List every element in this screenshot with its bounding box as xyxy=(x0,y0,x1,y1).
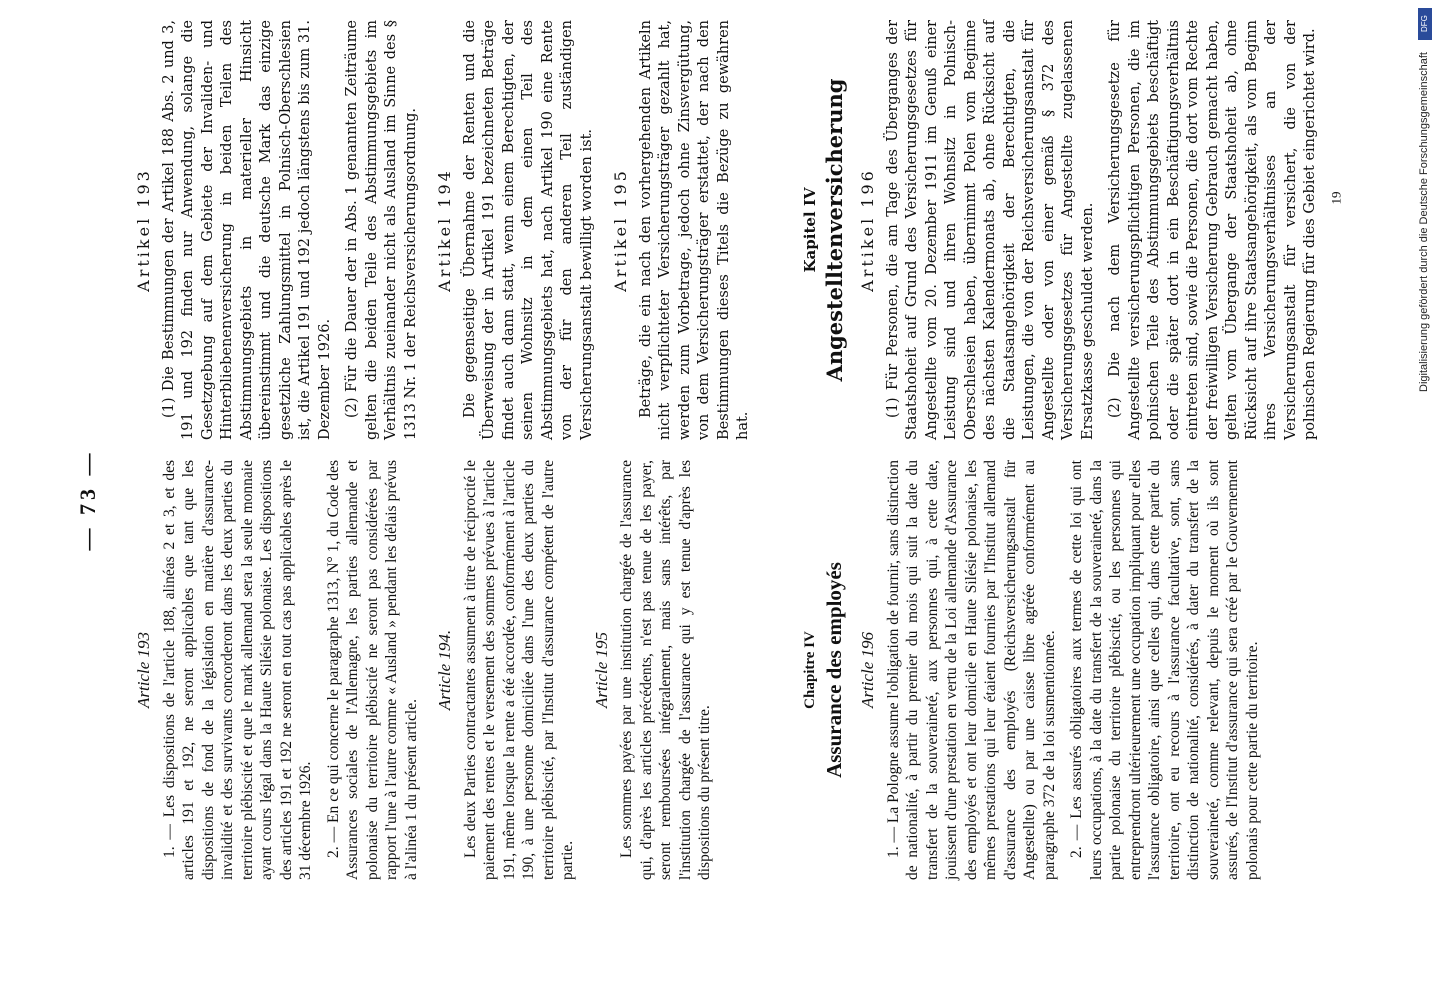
article-193-para-1-de: (1) Die Bestimmungen der Artikel 188 Abs. 2 und 3, 191 und 192 finden nur Anwendung, solange die Gesetzgebung auf dem Gebiete der Invaliden- und Hinterbliebenenversicherung in beiden Teilen des Abstimmungsgebiets in materieller Hinsicht übereinstimmt und die deutsche Mark das einzige gesetzliche Zahlungsmittel in Polnisch-Oberschlesien ist, die Artikel 191 und 192 jedoch längstens bis zum 31. Dezember 1926. xyxy=(160,20,333,440)
article-196-para-2-fr: 2. — Les assurés obligatoires aux termes de cette loi qui ont leurs occupations, à la date du transfert de la souveraineté, dans la partie polonaise du territoire plébiscité, ou les personnes qui entreprendront ultérieurement une occupation impliquant pour elles l'assurance obligatoire, ainsi que celles qui, dans cette partie du territoire, ont eu recours à l'assurance facultative, sont, sans distinction de nationalité, considérés, à dater du transfert de la souveraineté, comme relevant, depuis le moment où ils sont assurés, de l'Institut d'assurance qui sera créé par le Gouvernement polonais pour cette partie du territoire. xyxy=(1068,460,1261,880)
article-195-para-fr: Les sommes payées par une institution chargée de l'assurance qui, d'après les articles précédents, n'est pas tenue de les payer, seront remboursées intégralement, mais sans intérêts, par l'institution chargée de l'assurance qui y est tenue d'après les dispositions du présent titre. xyxy=(618,460,713,880)
article-196-para-1-fr: 1. — La Pologne assume l'obligation de fournir, sans distinction de nationalité, à partir du premier du mois qui suit la date du transfert de la souveraineté, aux personnes qui, à cette date, jouissent d'une prestation en vertu de la Loi allemande d'Assurance des employés et ont leur domicile en Haute Silésie polonaise, les mêmes prestations qui leur étaient fournies par l'Institut allemand d'assurance des employés (Reichsversicherungsanstalt für Angestellte) ou par une caisse libre agréée conformément au paragraphe 372 de la loi susmentionnée. xyxy=(884,460,1058,880)
french-column-lower xyxy=(795,460,1270,880)
article-195-para-de: Beträge, die ein nach den vorhergehenden Artikeln nicht verpflichteter Versicherungsträger gezahlt hat, werden zum Vorbetrage, jedoch ohne Zinsvergütung, von dem Versicherungsträger erstattet, der nach den Bestimmungen dieses Titels die Bezüge zu gewähren hat. xyxy=(637,20,751,440)
article-194-title-fr: Article 194. xyxy=(435,629,454,711)
french-column xyxy=(120,460,723,880)
digitization-watermark xyxy=(1416,0,1434,1000)
article-193-title-fr: Article 193 xyxy=(134,632,153,709)
article-194-title-de: Artikel 194 xyxy=(435,168,454,292)
article-196-title-fr: Article 196 xyxy=(858,632,877,709)
article-194-para-de: Die gegenseitige Übernahme der Renten und die Überweisung der in Artikel 191 bezeichneten Beträge findet auch dann statt, wenn einem Berechtigten, der seinen Wohnsitz in dem einen Teil des Abstimmungsgebiets hat, nach Artikel 190 eine Rente von der für den anderen Teil zuständigen Versicherungsanstalt bewilligt worden ist. xyxy=(461,20,595,440)
dfg-logo: DFG xyxy=(1418,8,1432,40)
chapter-title-de: Angestelltenversicherung xyxy=(821,78,847,382)
watermark-text: Digitalisierung gefördert durch die Deutsche Forschungsgemeinschaft xyxy=(1418,52,1430,392)
article-193-para-2-fr: 2. — En ce qui concerne le paragraphe 1313, N° 1, du Code des Assurances sociales de l'Allemagne, les parties allemande et polonaise du territoire plébiscité ne seront pas considérées par rapport l'une à l'autre comme « Ausland » pendant les délais prévus à l'alinéa 1 du présent article. xyxy=(324,460,420,880)
chapter-title-fr: Assurance des employés xyxy=(821,562,846,778)
article-196-para-2-de: (2) Die nach dem Versicherungsgesetze für Angestellte versicherungspflichtigen Personen, die im polnischen Teile des Abstimmungsgebiets beschäftigt oder die später dort in ein Beschäftigungsverhältnis eintreten sind, sowie die Personen, die dort vom Rechte der freiwilligen Versicherung Gebrauch gemacht haben, gelten vom Übergange der Staatshoheit ab, ohne Rücksicht auf ihre Staatsangehörigkeit, als vom Beginn ihres Versicherungsverhältnisses an der Versicherungsanstalt für versichert, die von der polnischen Regierung für dies Gebiet eingerichtet wird. xyxy=(1107,20,1318,440)
german-column xyxy=(120,20,762,440)
article-193-para-1-fr: 1. — Les dispositions de l'article 188, alinéas 2 et 3, et des articles 191 et 192, ne seront applicables que tant que les dispositions de fond de la législation en matière d'assurance-invalidité et des survivants concorderont dans les deux parties du territoire plébiscité et que le mark allemand sera la seule monnaie ayant cours légal dans la Haute Silésie polonaise. Les dispositions des articles 191 et 192 ne seront en tout cas pas applicables après le 31 décembre 1926. xyxy=(160,460,314,880)
chapter-label-fr: Chapitre IV xyxy=(802,631,818,709)
article-193-para-2-de: (2) Für die Dauer der in Abs. 1 genannten Zeiträume gelten die beiden Teile des Abstimmungsgebiets im Verhältnis zueinander nicht als Ausland im Sinne des § 1313 Nr. 1 der Reichsversicherungsordnung. xyxy=(344,20,419,440)
page-header: — 73 — xyxy=(75,449,100,551)
chapter-label-de: Kapitel IV xyxy=(801,187,819,273)
article-196-title-de: Artikel 196 xyxy=(858,168,877,292)
article-195-title-de: Artikel 195 xyxy=(611,168,630,292)
article-196-para-1-de: (1) Für Personen, die am Tage des Überganges der Staatshoheit auf Grund des Versicherungsgesetzes für Angestellte vom 20. Dezember 1911 im Genuß einer Leistung sind und ihren Wohnsitz in Polnisch-Oberschlesien haben, übernimmt Polen vom Beginne des nächsten Kalendermonats ab, ohne Rücksicht auf die Staatsangehörigkeit der Berechtigten, die Leistungen, die von der Reichsversicherungsanstalt für Angestellte oder von einer gemäß § 372 des Versicherungsgesetzes für Angestellte zugelassenen Ersatzkasse geschuldet werden. xyxy=(884,20,1096,440)
german-column-lower xyxy=(795,20,1329,440)
article-194-para-fr: Les deux Parties contractantes assument à titre de réciprocité le paiement des rentes et le versement des sommes prévues à l'article 191, même lorsque la rente a été accordée, conformément à l'article 190, à une personne domiciliée dans l'une des deux parties du territoire plébiscité, par l'Institut d'assurance compétent de l'autre partie. xyxy=(461,460,576,880)
article-195-title-fr: Article 195 xyxy=(591,632,611,709)
page-number-footer: 19 xyxy=(1328,191,1344,205)
article-193-title-de: Artikel 193 xyxy=(134,168,153,292)
